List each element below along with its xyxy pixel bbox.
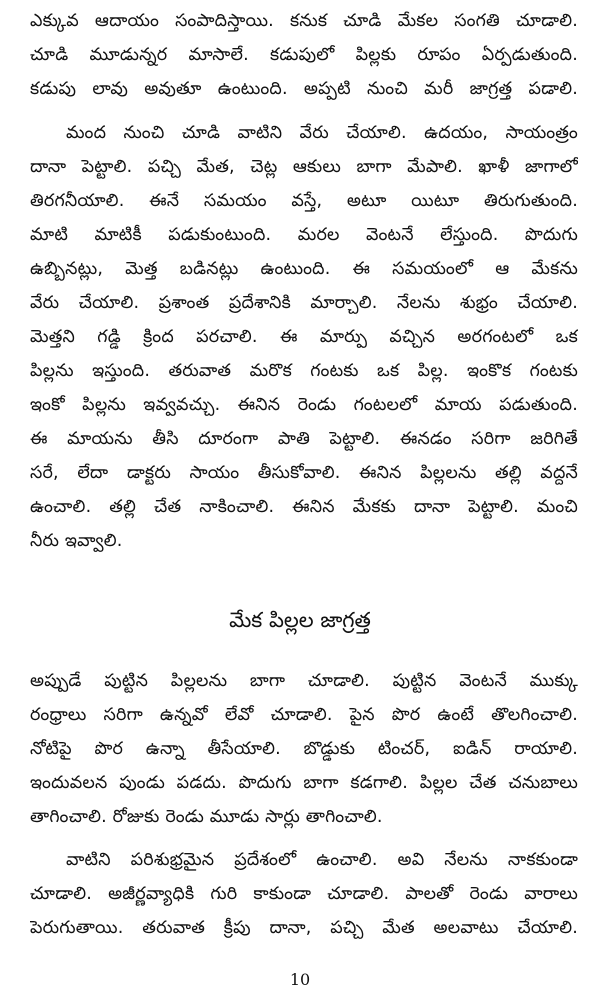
section-heading: మేక పిల్లల జాగ్రత్త bbox=[229, 608, 371, 632]
text-line: ఇందువలన పుండు పడదు. పొదుగు బాగా కడగాలి. పిల్లల చేత చనుబాలు bbox=[30, 773, 578, 793]
text-line: మాటి మాటికీ పడుకుంటుంది. మరల వెంటనే లేస్తుంది. పొదుగు bbox=[30, 225, 578, 245]
text-line: నోటిపై పొర ఉన్నా తీసేయాలి. బొడ్డుకు టించర్, ఐడిన్ రాయాలి. bbox=[30, 739, 578, 759]
paragraph-goat-kidding-care bbox=[30, 116, 578, 558]
paragraph-goat-pregnancy-intro bbox=[30, 4, 578, 106]
text-line: దానా పెట్టాలి. పచ్చి మేత, చెట్ల ఆకులు బాగా మేపాలి. ఖాళీ జాగాలో bbox=[30, 157, 578, 177]
text-line: ఇంకో పిల్లను ఇవ్వవచ్చు. ఈనిన రెండు గంటలలో మాయ పడుతుంది. bbox=[30, 395, 578, 415]
text-line: మెత్తని గడ్డి క్రింద పరచాలి. ఈ మార్పు వచ్చిన అరగంటలో ఒక bbox=[30, 327, 578, 347]
text-line: వేరు చేయాలి. ప్రశాంత ప్రదేశానికి మార్చాలి. నేలను శుభ్రం చేయాలి. bbox=[30, 293, 578, 313]
text-line: తిరగనీయాలి. ఈనే సమయం వస్తే, అటూ యిటూ తిరుగుతుంది. bbox=[30, 191, 578, 211]
text-line: అప్పుడే పుట్టిన పిల్లలను బాగా చూడాలి. పుట్టిన వెంటనే ముక్కు bbox=[30, 671, 578, 691]
text-line: ఉబ్బినట్లు, మెత్త బడినట్లు ఉంటుంది. ఈ సమయంలో ఆ మేకను bbox=[30, 259, 578, 279]
text-line: పెరుగుతాయి. తరువాత క్రీపు దానా, పచ్చి మేత అలవాటు చేయాలి. bbox=[30, 918, 578, 938]
text-line: చూడాలి. అజీర్ణవ్యాధికి గురి కాకుండా చూడాలి. పాలతో రెండు వారాలు bbox=[30, 884, 578, 904]
text-line: చూడి మూడున్నర మాసాలే. కడుపులో పిల్లకు రూపం ఏర్పడుతుంది. bbox=[30, 45, 578, 65]
text-line: రంధ్రాలు సరిగా ఉన్నవో లేవో చూడాలి. పైన పొర ఉంటే తొలగించాలి. bbox=[30, 705, 578, 725]
paragraph-newborn-kid-care bbox=[30, 664, 578, 834]
text-line: పిల్లను ఇస్తుంది. తరువాత మరొక గంటకు ఒక పిల్ల. ఇంకొక గంటకు bbox=[30, 361, 578, 381]
text-line: తాగించాలి. రోజుకు రెండు మూడు సార్లు తాగించాలి. bbox=[30, 807, 383, 827]
page-number: 10 bbox=[289, 970, 311, 989]
text-line: సరే, లేదా డాక్టరు సాయం తీసుకోవాలి. ఈనిన పిల్లలను తల్లి వద్దనే bbox=[30, 463, 578, 483]
text-line: కడుపు లావు అవుతూ ఉంటుంది. అప్పటి నుంచి మరీ జాగ్రత్త పడాలి. bbox=[30, 79, 578, 99]
text-line: ఈ మాయను తీసి దూరంగా పాతి పెట్టాలి. ఈనడం సరిగా జరిగితే bbox=[30, 429, 578, 449]
text-line: వాటిని పరిశుభ్రమైన ప్రదేశంలో ఉంచాలి. అవి నేలను నాకకుండా bbox=[66, 850, 578, 870]
paragraph-kid-feeding bbox=[30, 843, 578, 945]
text-line: ఉంచాలి. తల్లి చేత నాకించాలి. ఈనిన మేకకు దానా పెట్టాలి. మంచి bbox=[30, 497, 578, 517]
text-line: నీరు ఇవ్వాలి. bbox=[30, 531, 123, 551]
text-line: మంద నుంచి చూడి వాటిని వేరు చేయాలి. ఉదయం, సాయంత్రం bbox=[66, 123, 578, 143]
text-line: ఎక్కువ ఆదాయం సంపాదిస్తాయి. కనుక చూడి మేకల సంగతి చూడాలి. bbox=[30, 11, 578, 31]
